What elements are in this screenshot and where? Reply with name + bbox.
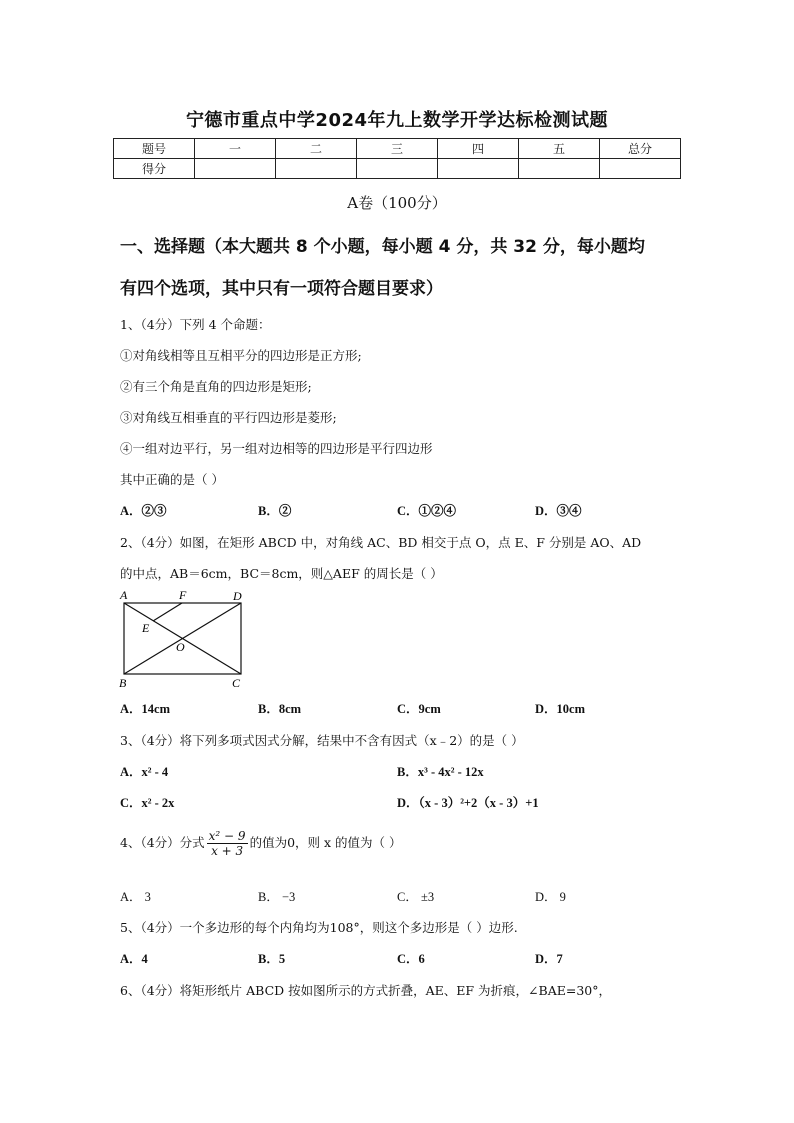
score-table-empty-cell [600,159,681,179]
q1-option-c: C．①②④ [397,504,457,518]
q4-option-c: C． ±3 [397,890,435,904]
score-table-empty-cell [438,159,519,179]
q2-option-c: C．9cm [397,702,441,716]
q3-option-b: B．x³ - 4x² - 12x [397,765,484,779]
rectangle-figure [114,586,254,692]
q4-option-d: D． 9 [535,890,566,904]
q5-option-a: A．4 [120,952,148,966]
figure-label-o: O [176,640,185,654]
score-table-score-row [114,159,681,179]
figure-label-f: F [179,588,187,602]
page-title: 宁德市重点中学2024年九上数学开学达标检测试题 [185,110,609,131]
q3-option-c: C．x² - 2x [120,796,175,810]
q1-item-1: ①对角线相等且互相平分的四边形是正方形; [120,348,362,363]
q1-item-4: ④一组对边平行，另一组对边相等的四边形是平行四边形 [120,441,433,456]
q3-stem: 3、（4分）将下列多项式因式分解，结果中不含有因式（x﹣2）的是（ ） [120,733,524,748]
section1-heading-line1: 一、选择题（本大题共 8 个小题，每小题 4 分，共 32 分，每小题均 [120,237,645,257]
score-table-empty-cell [276,159,357,179]
section1-heading-line2: 有四个选项，其中只有一项符合题目要求） [120,279,443,299]
figure-label-d: D [233,589,242,603]
score-table-cell: 一 [195,139,276,159]
figure-label-c: C [232,676,241,690]
q4-fraction-denominator: x + 3 [211,844,244,858]
q4-option-a: A． 3 [120,890,151,904]
score-table-cell: 得分 [114,159,195,179]
score-table-cell: 题号 [114,139,195,159]
q4-fraction [207,829,248,858]
score-table-empty-cell [519,159,600,179]
q1-prompt: 其中正确的是（ ） [120,472,224,487]
q2-stem-line2: 的中点，AB＝6cm，BC＝8cm，则△AEF 的周长是（ ） [120,566,443,581]
q3-option-d: D．（x - 3）²+2（x - 3）+1 [397,796,539,810]
score-table [113,138,681,179]
q5-stem: 5、（4分）一个多边形的每个内角均为108°，则这个多边形是（ ）边形. [120,920,518,935]
q2-option-d: D．10cm [535,702,585,716]
q1-stem: 1、（4分）下列 4 个命题： [120,317,271,332]
q5-option-d: D．7 [535,952,563,966]
figure-label-a: A [120,588,128,602]
q4-option-b: B． −3 [258,890,296,904]
q1-item-2: ②有三个角是直角的四边形是矩形; [120,379,312,394]
q2-option-a: A．14cm [120,702,170,716]
q3-option-a: A．x² - 4 [120,765,169,779]
score-table-header-row [114,139,681,159]
figure-label-e: E [142,621,150,635]
q6-stem: 6、（4分）将矩形纸片 ABCD 按如图所示的方式折叠，AE、EF 为折痕，∠BAE=30°， [120,983,611,998]
q2-stem-line1: 2、（4分）如图，在矩形 ABCD 中，对角线 AC、BD 相交于点 O，点 E、F 分别是 AO、AD [120,535,642,550]
q1-option-d: D．③④ [535,504,582,518]
score-table-empty-cell [357,159,438,179]
score-table-cell: 三 [357,139,438,159]
score-table-cell: 总分 [600,139,681,159]
score-table-empty-cell [195,159,276,179]
q4-stem-prefix: 4、（4分）分式 [120,835,205,850]
score-table-cell: 五 [519,139,600,159]
q2-option-b: B．8cm [258,702,302,716]
q1-option-a: A．②③ [120,504,167,518]
q1-option-b: B．② [258,504,292,518]
q4-stem-suffix: 的值为0，则 x 的值为（ ） [249,835,402,850]
q5-option-b: B．5 [258,952,286,966]
q5-option-c: C．6 [397,952,425,966]
q4-stem [120,829,402,858]
figure-label-b: B [119,676,127,690]
section-a-heading: A卷（100分） [347,194,447,212]
q4-fraction-numerator: x² − 9 [208,829,246,843]
q1-item-3: ③对角线互相垂直的平行四边形是菱形; [120,410,337,425]
score-table-cell: 二 [276,139,357,159]
score-table-cell: 四 [438,139,519,159]
